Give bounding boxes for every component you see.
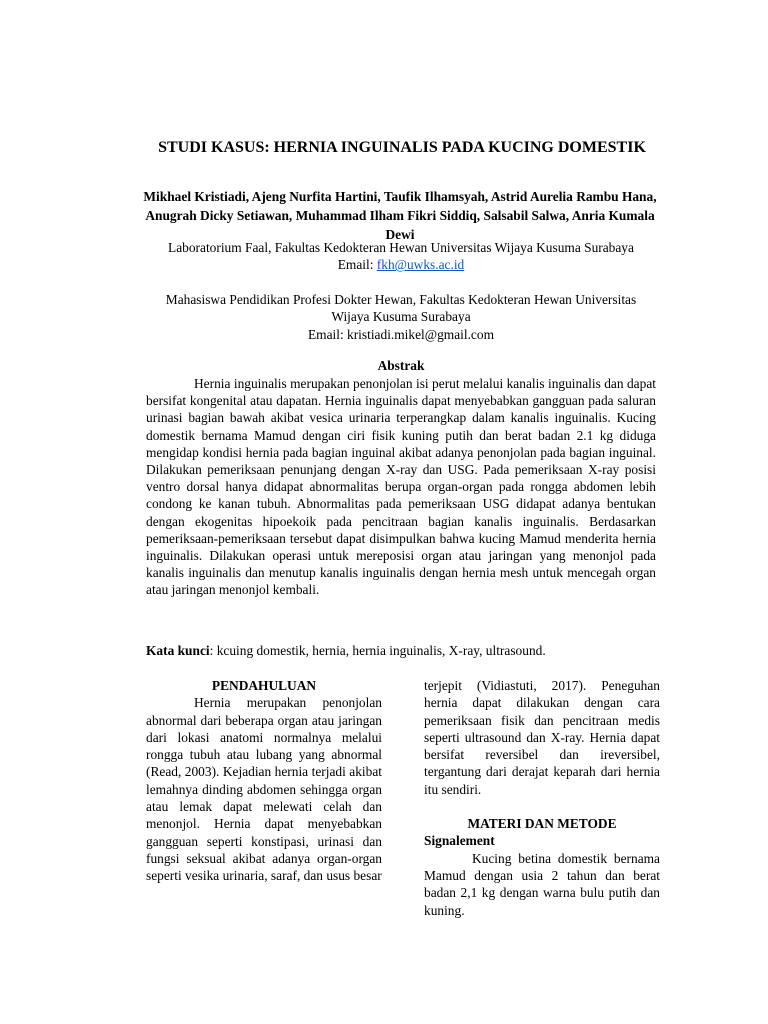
column-right [424, 677, 660, 919]
email-label: Email: [337, 257, 377, 273]
abstract-body: Hernia inguinalis merupakan penonjolan isi perut melalui kanalis inguinalis dan dapat bersifat kongenital atau dapatan. Hernia inguinalis dapat menyebabkan gangguan pada saluran urinasi bagian bawah akibat vesica urinaria terperangkap dalam kanalis inguinalis. Kucing domestik bernama Mamud dengan ciri fisik kuning putih dan berat badan 2.1 kg diduga mengidap kondisi hernia pada bagian inguinal akibat adanya penonjolan pada bagian inguinal. Dilakukan pemeriksaan penunjang dengan X-ray dan USG. Pada pemeriksaan X-ray posisi ventro dorsal hanya didapat abnormalitas berupa organ-organ pada rongga abdomen lebih condong ke kanan tubuh. Abnormalitas pada pemeriksaan USG didapat adanya bentukan dengan ekogenitas hipoekoik pada pencitraan bagian kanalis inguinalis. Berdasarkan pemeriksaan-pemeriksaan tersebut dapat disimpulkan bahwa kucing Mamud menderita hernia inguinalis. Dilakukan operasi untuk mereposisi organ atau jaringan yang menonjol pada kanalis inguinalis dan menutup kanalis inguinalis dengan hernia mesh untuk mencegah organ atau jaringan menonjol kembali. [146, 376, 656, 598]
intro-body: Hernia merupakan penonjolan abnormal dari beberapa organ atau jaringan dari lokasi anatomi normalnya melalui rongga tubuh atau lubang yang abnormal (Read, 2003). Kejadian hernia terjadi akibat lemahnya dinding abdomen sehingga organ atau lemak dapat melewati celah dan menonjol. Hernia dapat menyebabkan gangguan seperti konstipasi, urinasi dan fungsi seksual akibat adanya organ-organ seperti vesika urinaria, saraf, dan usus besar [146, 695, 382, 884]
affiliation-2-email: Email: kristiadi.mikel@gmail.com [307, 326, 494, 342]
intro-continued: terjepit (Vidiastuti, 2017). Peneguhan hernia dapat dilakukan dengan cara pemeriksaan fisik dan pencitraan medis seperti ultrasound dan X-ray. Hernia dapat bersifat reversibel dan ireversibel, tergantung dari derajat keparah dari hernia itu sendiri. [424, 678, 660, 797]
author-list: Mikhael Kristiadi, Ajeng Nurfita Hartini, Taufik Ilhamsyah, Astrid Aurelia Rambu Hana, Anugrah Dicky Setiawan, Muhammad Ilham Fikri Siddiq, Salsabil Salwa, Anria Kumala Dewi [143, 189, 657, 242]
affiliation-2-line: Mahasiswa Pendidikan Profesi Dokter Hewan, Fakultas Kedokteran Hewan Universitas Wijaya Kusuma Surabaya [165, 292, 637, 325]
email-link[interactable]: fkh@uwks.ac.id [376, 257, 465, 273]
keywords-label: Kata kunci [146, 643, 210, 658]
affiliation-1 [146, 239, 656, 274]
affiliation-1-email [146, 256, 656, 273]
intro-heading: PENDAHULUAN [211, 678, 317, 693]
paper-title: STUDI KASUS: HERNIA INGUINALIS PADA KUCING DOMESTIK [158, 139, 646, 156]
methods-heading: MATERI DAN METODE [467, 816, 617, 832]
signalement-heading: Signalement [424, 833, 495, 849]
signalement-body: Kucing betina domestik bernama Mamud dengan usia 2 tahun dan berat badan 2,1 kg dengan warna bulu putih dan kuning. [424, 850, 660, 918]
abstract-heading: Abstrak [377, 358, 425, 373]
column-left [146, 677, 382, 885]
affiliation-1-line: Laboratorium Faal, Fakultas Kedokteran Hewan Universitas Wijaya Kusuma Surabaya [168, 240, 634, 255]
affiliation-2 [146, 291, 656, 343]
keywords [146, 642, 666, 659]
keywords-text: : kcuing domestik, hernia, hernia inguinalis, X-ray, ultrasound. [209, 643, 546, 658]
